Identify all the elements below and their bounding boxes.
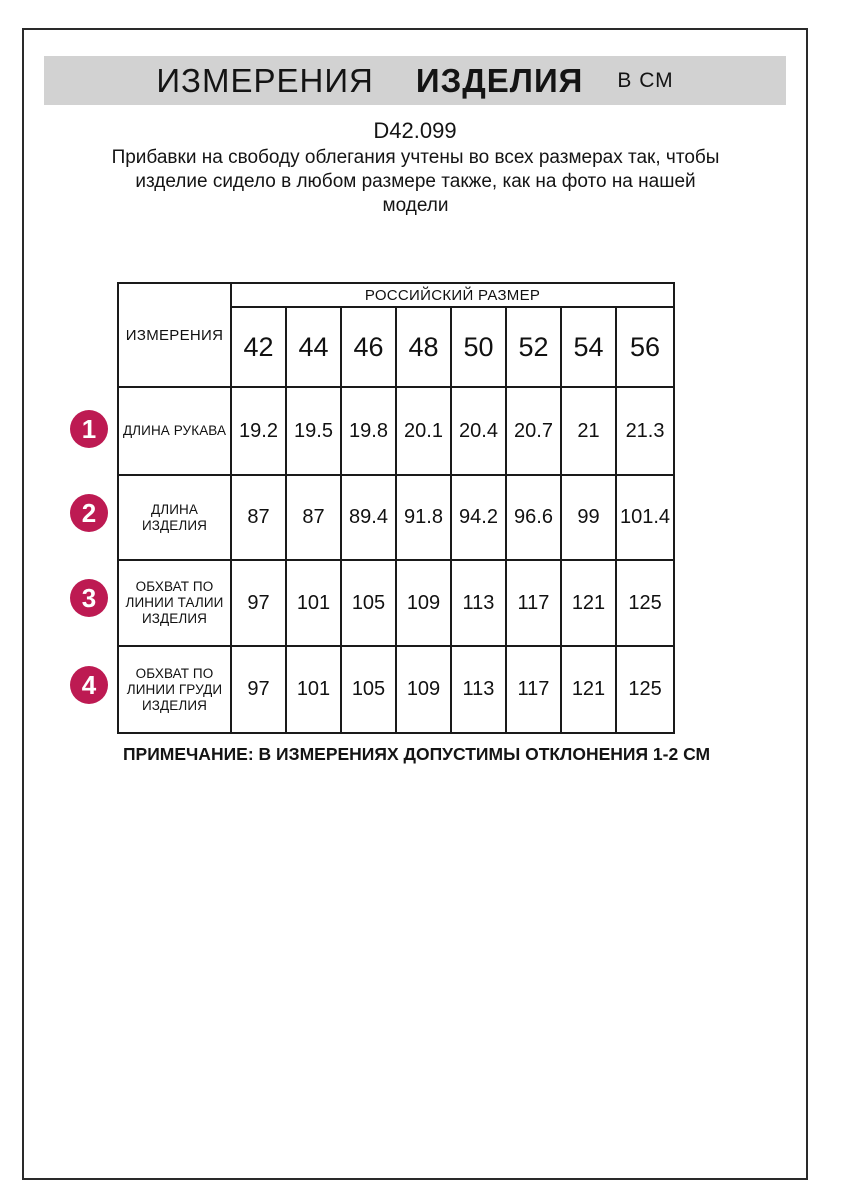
measurement-value: 20.7 <box>506 387 561 475</box>
measurement-value: 105 <box>341 560 396 646</box>
measurement-value: 19.8 <box>341 387 396 475</box>
measurement-value: 94.2 <box>451 475 506 560</box>
row-label: ДЛИНА ИЗДЕЛИЯ <box>118 475 231 560</box>
measurement-value: 117 <box>506 646 561 733</box>
table-row-group-header <box>118 283 674 307</box>
measurement-value: 113 <box>451 560 506 646</box>
measurement-value: 97 <box>231 560 286 646</box>
page-border-frame <box>22 28 808 1180</box>
measurement-value: 109 <box>396 560 451 646</box>
size-measurements-table <box>117 282 675 734</box>
size-header: 44 <box>286 307 341 387</box>
measurement-value: 101 <box>286 646 341 733</box>
table-row-chest-girth <box>118 646 674 733</box>
table-row-waist-girth <box>118 560 674 646</box>
measurement-value: 21 <box>561 387 616 475</box>
measurement-value: 20.4 <box>451 387 506 475</box>
measurement-value: 99 <box>561 475 616 560</box>
measurement-value: 87 <box>231 475 286 560</box>
size-header: 48 <box>396 307 451 387</box>
measurement-value: 109 <box>396 646 451 733</box>
measurement-value: 113 <box>451 646 506 733</box>
row-badge-3: 3 <box>70 579 108 617</box>
size-group-header: РОССИЙСКИЙ РАЗМЕР <box>231 283 674 307</box>
measurement-value: 121 <box>561 560 616 646</box>
measurement-value: 121 <box>561 646 616 733</box>
size-header: 54 <box>561 307 616 387</box>
row-label: ОБХВАТ ПО ЛИНИИ ТАЛИИ ИЗДЕЛИЯ <box>118 560 231 646</box>
row-label: ДЛИНА РУКАВА <box>118 387 231 475</box>
size-header: 52 <box>506 307 561 387</box>
corner-header-cell: ИЗМЕРЕНИЯ <box>118 283 231 387</box>
measurement-value: 117 <box>506 560 561 646</box>
measurement-value: 21.3 <box>616 387 674 475</box>
row-badge-2: 2 <box>70 494 108 532</box>
size-header: 42 <box>231 307 286 387</box>
measurement-value: 125 <box>616 646 674 733</box>
measurement-value: 89.4 <box>341 475 396 560</box>
size-header: 56 <box>616 307 674 387</box>
table-row-garment-length <box>118 475 674 560</box>
row-badge-4: 4 <box>70 666 108 704</box>
measurement-value: 96.6 <box>506 475 561 560</box>
title-unit: В СМ <box>617 68 674 92</box>
size-header: 50 <box>451 307 506 387</box>
row-label: ОБХВАТ ПО ЛИНИИ ГРУДИ ИЗДЕЛИЯ <box>118 646 231 733</box>
title-main: ИЗМЕРЕНИЯ <box>156 61 374 99</box>
title-bold: ИЗДЕЛИЯ <box>415 61 584 99</box>
measurement-value: 19.5 <box>286 387 341 475</box>
product-code: D42.099 <box>373 118 457 143</box>
title-bar <box>44 56 786 105</box>
measurement-value: 125 <box>616 560 674 646</box>
measurement-value: 105 <box>341 646 396 733</box>
fit-description: Прибавки на свободу облегания учтены во всех размерах так, чтобы изделие сидело в любом размере также, как на фото на нашей модели <box>111 147 720 216</box>
size-header: 46 <box>341 307 396 387</box>
measurement-value: 101 <box>286 560 341 646</box>
table-row-sleeve-length <box>118 387 674 475</box>
measurement-value: 97 <box>231 646 286 733</box>
measurement-value: 91.8 <box>396 475 451 560</box>
row-badge-1: 1 <box>70 410 108 448</box>
measurement-value: 87 <box>286 475 341 560</box>
measurement-value: 19.2 <box>231 387 286 475</box>
measurement-value: 20.1 <box>396 387 451 475</box>
tolerance-note: ПРИМЕЧАНИЕ: В ИЗМЕРЕНИЯХ ДОПУСТИМЫ ОТКЛОНЕНИЯ 1-2 СМ <box>122 744 711 764</box>
measurement-value: 101.4 <box>616 475 674 560</box>
